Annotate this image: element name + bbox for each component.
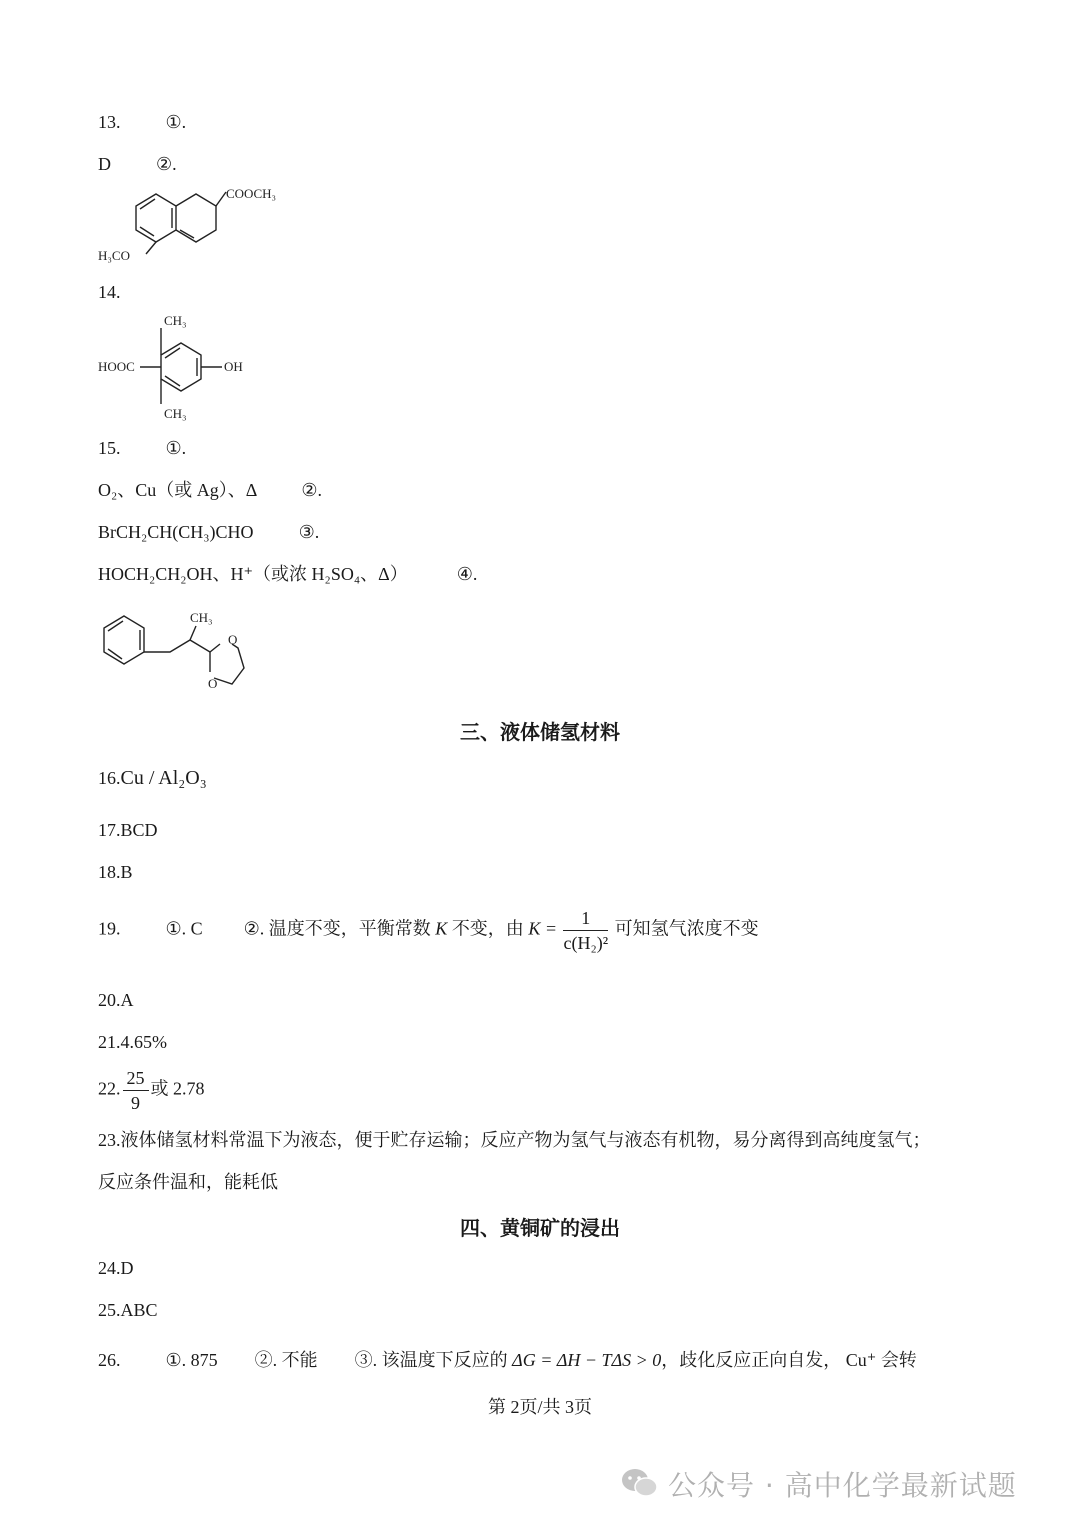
structure-hydroxy-dimethylbenzoic-acid: [96, 308, 266, 426]
q26-formula: ΔG = ΔH − TΔS > 0: [512, 1350, 662, 1370]
q25-line: 25.ABC: [98, 1300, 158, 1320]
mol1-label-top: COOCH₃: [226, 186, 277, 201]
q19-line: [98, 906, 759, 955]
mol3-label-o1: O: [228, 632, 238, 647]
structure-methoxy-dihydronaphthalene-ester: [96, 180, 296, 270]
q23-line2: 反应条件温和，能耗低: [98, 1172, 278, 1192]
q22-fraction: [123, 1066, 149, 1115]
q19-k-symbol: K: [435, 918, 448, 939]
q26-number: 26.: [98, 1350, 121, 1370]
q22-fraction-numerator: 25: [123, 1066, 149, 1091]
q14-number: 14.: [98, 282, 121, 302]
section-heading-4: 四、黄铜矿的浸出: [460, 1216, 620, 1240]
q19-part3: 不变，由: [451, 918, 524, 939]
q26-part2: ②. 不能: [254, 1350, 318, 1370]
wechat-icon: [620, 1466, 660, 1500]
q22-rest: 或 2.78: [150, 1078, 205, 1099]
q15-mark1: ①.: [165, 438, 187, 458]
q22-fraction-denominator: 9: [131, 1093, 140, 1113]
q13-number: 13.: [98, 112, 121, 132]
q19-number: 19.: [98, 918, 121, 939]
q18-line: 18.B: [98, 862, 133, 882]
mol3-label-o2: O: [208, 676, 218, 691]
q22-number: 22.: [98, 1078, 121, 1099]
q22-line: [98, 1066, 205, 1115]
q19-fraction-denominator: c(H₂)²: [563, 933, 609, 953]
q17-line: 17.BCD: [98, 820, 158, 840]
q15-answer1: O₂、Cu（或 Ag）、Δ: [98, 480, 257, 500]
q26-line: [98, 1348, 917, 1372]
q13-line2: [98, 152, 177, 176]
section-heading-3: 三、液体储氢材料: [460, 720, 620, 744]
mol2-label-left: HOOC: [98, 359, 135, 374]
mol2-label-bottom: CH₃: [164, 406, 187, 421]
q13-line: [98, 110, 186, 134]
q13-mark1: ①.: [165, 112, 187, 132]
q15-line3: [98, 520, 319, 544]
q19-part1: ①. C: [165, 918, 203, 939]
q19-keq: K =: [528, 918, 557, 939]
q13-answer1: D: [98, 154, 111, 174]
q20-line: 20.A: [98, 990, 134, 1010]
page-footer: 第 2页/共 3页: [487, 1397, 592, 1417]
q13-mark2: ②.: [156, 154, 177, 174]
mol1-label-bottom: H₃CO: [98, 248, 130, 263]
q26-ion: Cu⁺: [845, 1350, 877, 1370]
q16-line: [98, 766, 207, 790]
q21-line: 21.4.65%: [98, 1032, 167, 1052]
watermark-text: 公众号 · 高中化学最新试题: [668, 1469, 1017, 1502]
mol3-label-top: CH₃: [190, 610, 213, 625]
mol2-label-top: CH₃: [164, 313, 187, 328]
q24-line: 24.D: [98, 1258, 134, 1278]
q23-line1: 23.液体储氢材料常温下为液态，便于贮存运输；反应产物为氢气与液态有机物，易分离得到高纯度氢气；: [98, 1130, 931, 1150]
q26-part4: ，歧化反应正向自发，: [661, 1350, 842, 1370]
q15-mark3: ③.: [298, 522, 320, 542]
q16-answer: Cu / Al₂O₃: [120, 767, 207, 789]
q26-part1: ①. 875: [165, 1350, 218, 1370]
q19-fraction-numerator: 1: [563, 906, 608, 931]
q26-part3: ③. 该温度下反应的: [354, 1350, 508, 1370]
q15-line4: [98, 562, 477, 586]
q15-mark4: ④.: [456, 564, 478, 584]
q15-mark2: ②.: [301, 480, 323, 500]
q26-part5: 会转: [880, 1350, 917, 1370]
q15-number: 15.: [98, 438, 121, 458]
q15-line1: [98, 436, 186, 460]
q15-answer2: BrCH₂CH(CH₃)CHO: [98, 522, 254, 542]
mol2-label-right: OH: [224, 359, 243, 374]
q15-answer3: HOCH₂CH₂OH、H⁺（或浓 H₂SO₄、Δ）: [98, 564, 408, 584]
q19-part2: ②. 温度不变，平衡常数: [243, 918, 431, 939]
structure-phenylpropanal-acetal: [98, 606, 288, 698]
q16-number: 16.: [98, 768, 121, 788]
q14-line: [98, 280, 121, 304]
q19-part4: 可知氢气浓度不变: [614, 918, 759, 939]
q19-fraction: [563, 906, 608, 955]
q15-line2: [98, 478, 322, 502]
